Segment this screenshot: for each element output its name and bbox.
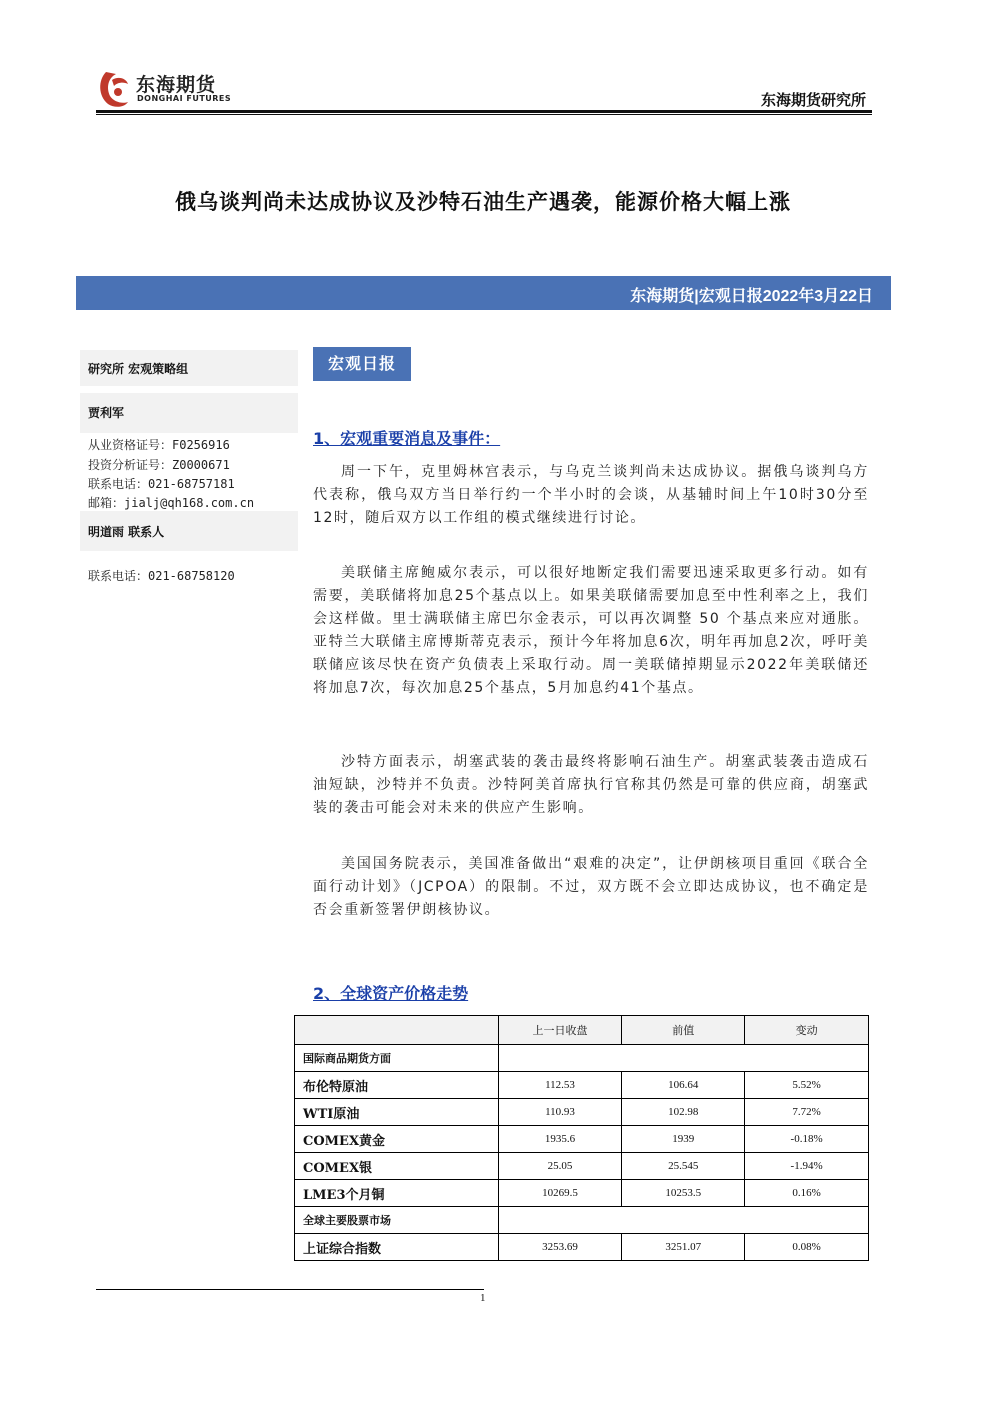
asset-close: 10269.5 [498, 1180, 622, 1207]
table-row [295, 1234, 869, 1261]
asset-close: 1935.6 [498, 1126, 622, 1153]
asset-prev: 1939 [622, 1126, 745, 1153]
banner-text: 东海期货|宏观日报2022年3月22日 [630, 288, 873, 305]
paragraph-1: 周一下午，克里姆林宫表示，与乌克兰谈判尚未达成协议。据俄乌谈判乌方代表称，俄乌双方当日举行约一个半小时的会谈，从基辅时间上午10时30分至12时，随后双方以工作组的模式继续进行讨论。 [313, 464, 869, 526]
sidebar-author2-name: 明道雨 联系人 [88, 525, 165, 539]
sidebar-team: 研究所 宏观策略组 [88, 362, 189, 376]
author1-analyst-id: 投资分析证号：Z0000671 [88, 458, 230, 472]
asset-change: 0.08% [745, 1234, 869, 1261]
asset-prev: 25.545 [622, 1153, 745, 1180]
table-row [295, 1072, 869, 1099]
page-number: 1 [480, 1292, 486, 1304]
table-header-cell: 变动 [745, 1016, 869, 1045]
report-title: 俄乌谈判尚未达成协议及沙特石油生产遇袭，能源价格大幅上涨 [175, 190, 791, 214]
asset-prev: 3251.07 [622, 1234, 745, 1261]
asset-name: WTI原油 [295, 1099, 499, 1126]
paragraph-2: 美联储主席鲍威尔表示，可以很好地断定我们需要迅速采取更多行动。如有需要，美联储将加息25个基点以上。如果美联储需要加息至中性利率之上，我们会这样做。里士满联储主席巴尔金表示，可以再次调整 50 个基点来应对通胀。亚特兰大联储主席博斯蒂克表示，预计今年将加息6次，明年再加息2次，呼吁美联储应该尽快在资产负债表上采取行动。周一美联储掉期显示2022年美联储还将加息7次，每次加息25个基点，5月加息约41个基点。 [313, 565, 869, 696]
table-row [295, 1099, 869, 1126]
asset-change: 5.52% [745, 1072, 869, 1099]
asset-name: 布伦特原油 [295, 1072, 499, 1099]
asset-name: LME3个月铜 [295, 1180, 499, 1207]
asset-change: -0.18% [745, 1126, 869, 1153]
table-category-row [295, 1045, 869, 1072]
table-row [295, 1180, 869, 1207]
table-header-cell: 上一日收盘 [498, 1016, 622, 1045]
sidebar-author1-name: 贾利军 [88, 406, 125, 420]
asset-close: 112.53 [498, 1072, 622, 1099]
asset-prev: 10253.5 [622, 1180, 745, 1207]
section1-title: 1、宏观重要消息及事件： [313, 429, 501, 448]
asset-price-table [294, 1015, 869, 1261]
paragraph-3: 沙特方面表示，胡塞武装的袭击最终将影响石油生产。胡塞武装袭击造成石油短缺，沙特并不负责。沙特阿美首席执行官称其仍然是可靠的供应商，胡塞武装的袭击可能会对未来的供应产生影响。 [313, 754, 869, 816]
table-header-row [295, 1016, 869, 1045]
asset-prev: 106.64 [622, 1072, 745, 1099]
asset-close: 25.05 [498, 1153, 622, 1180]
section-tag: 宏观日报 [313, 347, 411, 381]
table-row [295, 1153, 869, 1180]
table-cell [498, 1045, 868, 1072]
category-equities: 全球主要股票市场 [295, 1207, 499, 1234]
author1-email[interactable]: 邮箱：jialj@qh168.com.cn [88, 496, 255, 510]
asset-close: 110.93 [498, 1099, 622, 1126]
logo-chinese-name: 东海期货 [136, 74, 217, 96]
asset-change: -1.94% [745, 1153, 869, 1180]
table-header-cell: 前值 [622, 1016, 745, 1045]
asset-name: 上证综合指数 [295, 1234, 499, 1261]
section2-title: 2、全球资产价格走势 [313, 984, 469, 1003]
asset-change: 0.16% [745, 1180, 869, 1207]
table-header-cell [295, 1016, 499, 1045]
author1-phone: 联系电话：021-68757181 [88, 477, 235, 491]
asset-close: 3253.69 [498, 1234, 622, 1261]
asset-name: COMEX银 [295, 1153, 499, 1180]
table-cell [498, 1207, 868, 1234]
author1-qualification: 从业资格证号：F0256916 [88, 438, 230, 452]
header-rule-thin [96, 114, 872, 115]
asset-change: 7.72% [745, 1099, 869, 1126]
asset-prev: 102.98 [622, 1099, 745, 1126]
header-rule [96, 110, 872, 113]
category-commodities: 国际商品期货方面 [295, 1045, 499, 1072]
asset-name: COMEX黄金 [295, 1126, 499, 1153]
institute-name: 东海期货研究所 [760, 91, 866, 109]
report-banner [76, 276, 891, 310]
logo-english-name: DONGHAI FUTURES [137, 94, 232, 103]
table-category-row [295, 1207, 869, 1234]
paragraph-4: 美国国务院表示，美国准备做出“艰难的决定”，让伊朗核项目重回《联合全面行动计划》（JCPOA）的限制。不过，双方既不会立即达成协议，也不确定是否会重新签署伊朗核协议。 [313, 856, 869, 918]
author2-phone: 联系电话：021-68758120 [88, 569, 235, 583]
table-row [295, 1126, 869, 1153]
footer-rule [96, 1289, 484, 1290]
